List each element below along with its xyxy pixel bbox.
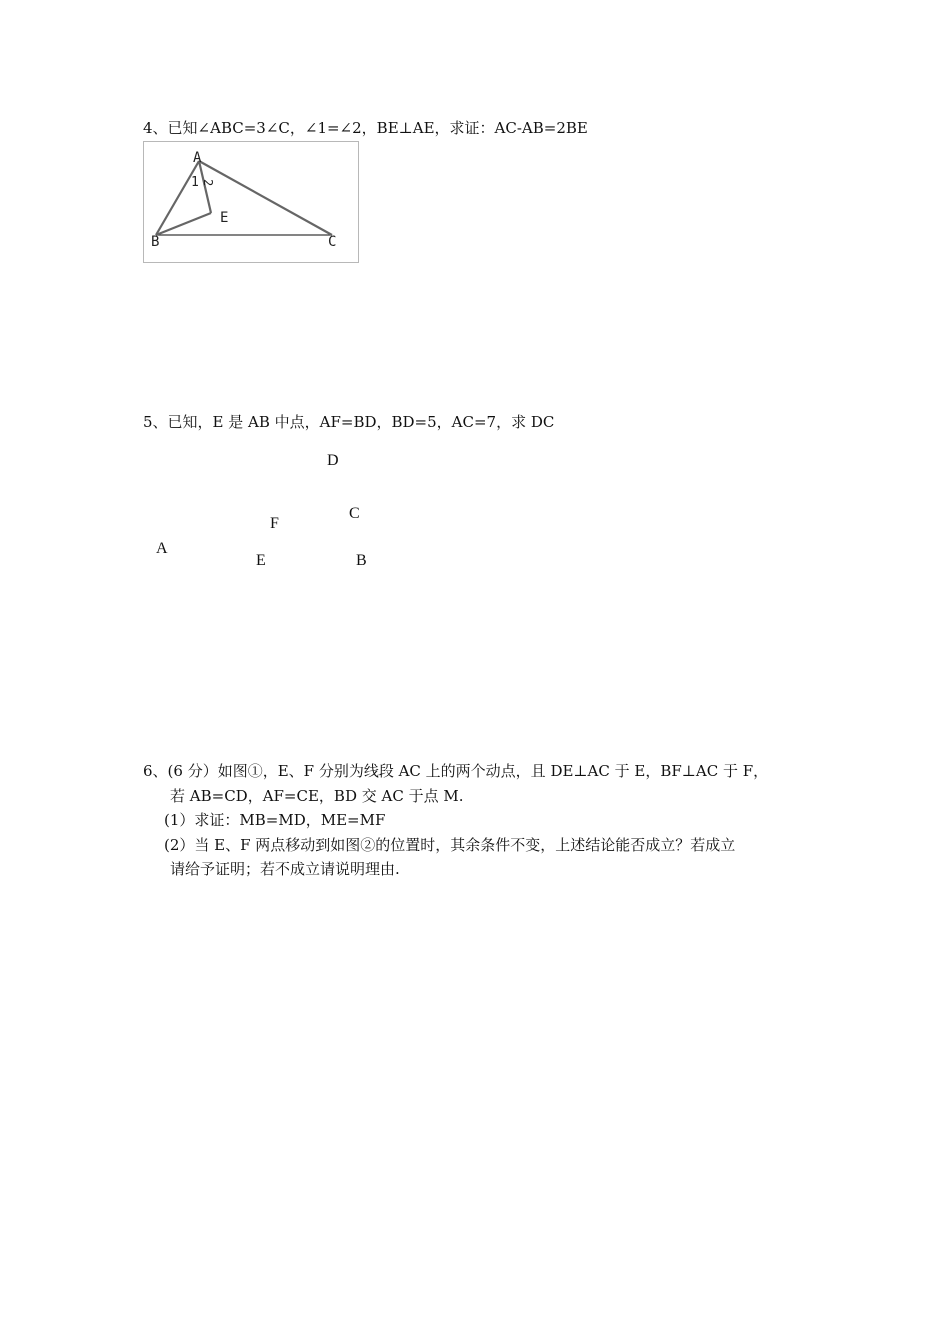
point-b: B [356,552,367,569]
label-c: C [328,234,337,250]
q4-text: 4、已知∠ABC=3∠C，∠1=∠2，BE⊥AE，求证：AC-AB=2BE [143,119,588,137]
point-c: C [349,505,360,522]
q6-line-1: 6、(6 分）如图①，E、F 分别为线段 AC 上的两个动点，且 DE⊥AC 于 E，BF⊥AC 于 F， [143,762,769,780]
q4-figure [143,141,359,263]
label-b: B [151,234,160,250]
point-a: A [156,540,168,557]
label-e: E [220,210,229,226]
point-f: F [270,515,279,532]
segment-ac [199,161,332,235]
label-angle-2: 2 [201,179,215,187]
point-e: E [256,552,266,569]
label-angle-1: 1 [191,175,199,190]
segment-ab [156,161,199,235]
q6-line-4: (2）当 E、F 两点移动到如图②的位置时，其余条件不变，上述结论能否成立？若成立 [164,836,736,854]
q6-line-5: 请给予证明；若不成立请说明理由. [170,860,400,878]
q6-line-3: (1）求证：MB=MD，ME=MF [164,811,386,829]
segment-ae [199,161,211,213]
q4-triangle-diagram [144,142,358,262]
label-a: A [193,150,202,166]
q5-text: 5、已知，E 是 AB 中点，AF=BD，BD=5，AC=7，求 DC [143,413,555,431]
q6-line-2: 若 AB=CD，AF=CE，BD 交 AC 于点 M. [170,787,464,805]
segment-be [156,213,211,235]
point-d: D [327,452,339,469]
